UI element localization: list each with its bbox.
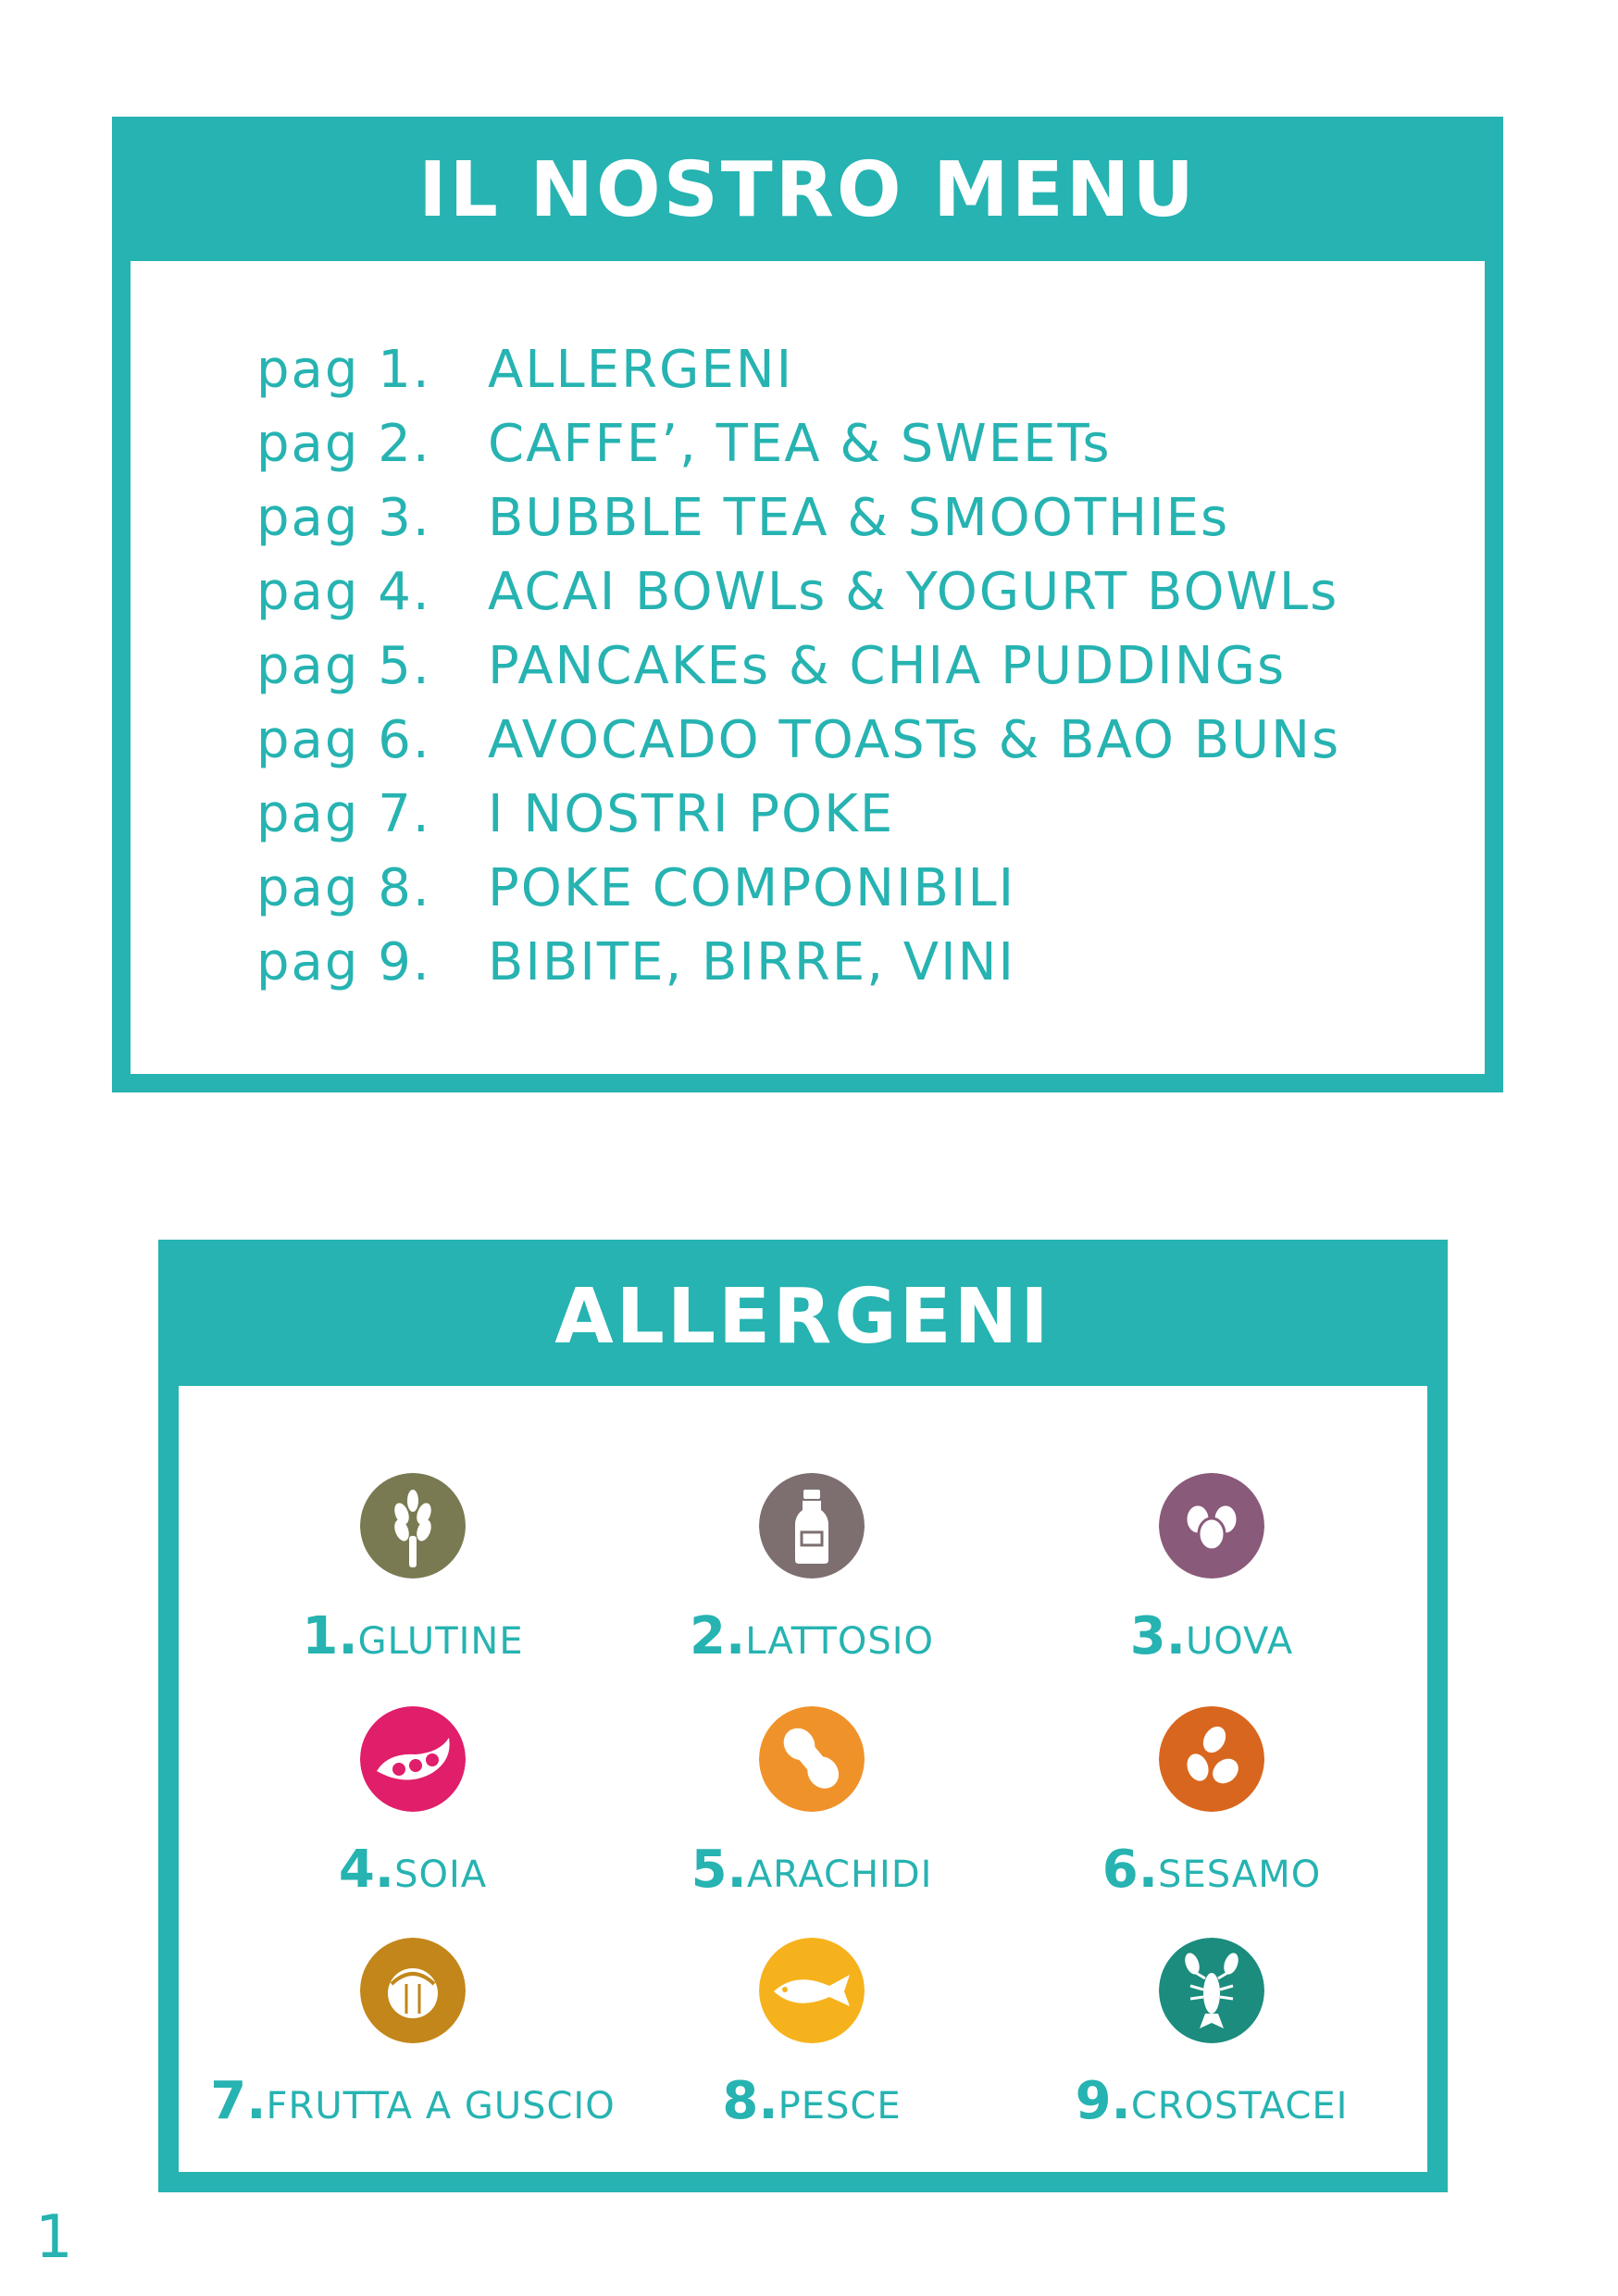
allergen-name: SESAMO — [1158, 1853, 1322, 1896]
toc-item — [256, 926, 1340, 1000]
table-of-contents — [256, 333, 1340, 1000]
allergen-number: 3. — [1129, 1606, 1186, 1666]
toc-page: pag 4. — [256, 562, 431, 622]
toc-page: pag 2. — [256, 414, 431, 474]
lobster-icon — [1159, 1938, 1264, 2043]
toc-page: pag 7. — [256, 784, 431, 844]
allergen-name: ARACHIDI — [746, 1853, 933, 1896]
allergen-name: CROSTACEI — [1130, 2085, 1349, 2128]
allergen-label — [999, 1606, 1425, 1666]
allergen-grid — [179, 1386, 1427, 2172]
allergen-label — [599, 2071, 1025, 2131]
allergen-label — [200, 1606, 626, 1666]
toc-label: POKE COMPONIBILI — [488, 858, 1016, 918]
allergen-name: LATTOSIO — [745, 1620, 935, 1663]
allergen-label — [200, 1840, 626, 1900]
toc-label: ALLERGENI — [488, 340, 794, 400]
allergen-label — [999, 1840, 1425, 1900]
toc-label: PANCAKEs & CHIA PUDDINGs — [488, 636, 1287, 696]
allergen-name: SOIA — [394, 1853, 488, 1896]
allergen-label — [599, 1606, 1025, 1666]
sesame-seeds-icon — [1159, 1706, 1264, 1812]
allergen-name: FRUTTA A GUSCIO — [266, 2085, 616, 2128]
toc-label: BUBBLE TEA & SMOOTHIEs — [488, 488, 1230, 548]
toc-label: ACAI BOWLs & YOGURT BOWLs — [488, 562, 1339, 622]
toc-page: pag 3. — [256, 488, 431, 548]
allergen-number: 5. — [691, 1840, 747, 1900]
allergen-item — [999, 1706, 1425, 1900]
toc-label: BIBITE, BIRRE, VINI — [488, 932, 1016, 992]
menu-title: IL NOSTRO MENU — [418, 146, 1197, 234]
soy-pod-icon — [360, 1706, 466, 1812]
allergen-name: PESCE — [778, 2085, 902, 2128]
toc-page: pag 5. — [256, 636, 431, 696]
peanut-icon — [759, 1706, 865, 1812]
hazelnut-icon — [360, 1938, 466, 2043]
allergen-item — [200, 1473, 626, 1666]
allergen-item — [999, 1938, 1425, 2131]
fish-icon — [759, 1938, 865, 2043]
allergen-number: 4. — [338, 1840, 395, 1900]
allergens-title: ALLERGENI — [554, 1273, 1052, 1361]
toc-page: pag 1. — [256, 340, 431, 400]
allergen-number: 9. — [1075, 2071, 1131, 2131]
toc-page: pag 6. — [256, 710, 431, 770]
wheat-icon — [360, 1473, 466, 1578]
menu-panel — [112, 117, 1503, 1092]
toc-label: CAFFE’, TEA & SWEETs — [488, 414, 1112, 474]
toc-label: I NOSTRI POKE — [488, 784, 895, 844]
menu-content — [131, 261, 1485, 1074]
allergen-number: 7. — [210, 2071, 267, 2131]
toc-label: AVOCADO TOASTs & BAO BUNs — [488, 710, 1341, 770]
toc-item — [256, 704, 1340, 778]
allergens-content — [179, 1386, 1427, 2172]
toc-item — [256, 407, 1340, 481]
toc-item — [256, 778, 1340, 852]
allergen-name: UOVA — [1186, 1620, 1294, 1663]
allergen-label — [999, 2071, 1425, 2131]
allergen-label — [200, 2071, 626, 2131]
eggs-icon — [1159, 1473, 1264, 1578]
toc-page: pag 8. — [256, 858, 431, 918]
allergen-item — [599, 1473, 1025, 1666]
toc-item — [256, 630, 1340, 704]
allergen-item — [200, 1938, 626, 2131]
allergen-number: 2. — [689, 1606, 746, 1666]
page-number: 1 — [35, 2203, 73, 2272]
allergens-panel — [158, 1240, 1448, 2192]
milk-bottle-icon — [759, 1473, 865, 1578]
allergen-name: GLUTINE — [357, 1620, 524, 1663]
toc-item — [256, 333, 1340, 407]
toc-page: pag 9. — [256, 932, 431, 992]
allergen-number: 8. — [722, 2071, 778, 2131]
allergen-item — [599, 1938, 1025, 2131]
toc-item — [256, 555, 1340, 630]
allergen-item — [200, 1706, 626, 1900]
allergen-number: 6. — [1101, 1840, 1159, 1900]
allergen-label — [599, 1840, 1025, 1900]
toc-item — [256, 481, 1340, 555]
allergen-item — [999, 1473, 1425, 1666]
allergen-item — [599, 1706, 1025, 1900]
allergen-number: 1. — [302, 1606, 358, 1666]
toc-item — [256, 852, 1340, 926]
